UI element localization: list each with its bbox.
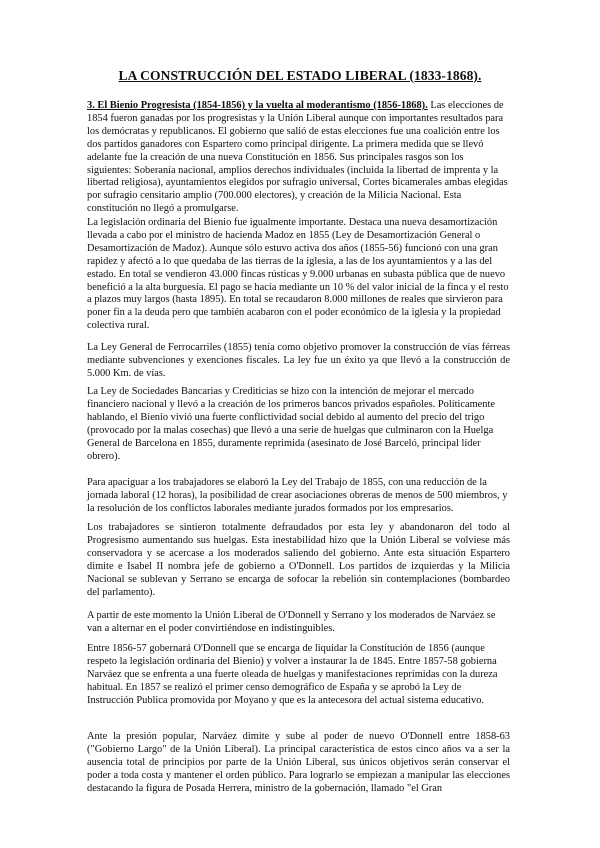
section-heading: 3. El Bienio Progresista (1854-1856) y la vuelta al moderantismo (1856-1868). xyxy=(87,100,428,111)
paragraph-6: Los trabajadores se sintieron totalmente defraudados por esta ley y abandonaron del todo al Progresismo aumentando sus huelgas. Esta inestabilidad hizo que la Unión Liberal se volviese más conservadora y se acercase a los moderados saliendo del gobierno. Ante esta situación Espartero dimite e Isabel II nombra jefe de gobierno a O'Donnell. Los partidos de izquierdas y la Milicia Nacional se sublevan y Serrano se encarga de sofocar la rebelión sin contemplaciones (bombardeo del parlamento). xyxy=(87,522,510,598)
page-title: LA CONSTRUCCIÓN DEL ESTADO LIBERAL (1833-1868). xyxy=(118,68,482,83)
paragraph-2: La legislación ordinaria del Bienio fue igualmente importante. Destaca una nueva desamortización llevada a cabo por el ministro de hacienda Madoz en 1855 (Ley de Desamortización General o Desamortización de Madoz). Aunque sólo estuvo activa dos años (1855-56) funcionó con una gran rapidez y afectó a lo que quedaba de las tierras de la iglesia, a las de los ayuntamientos y a las del estado. En total se vendieron 43.000 fincas rústicas y 9.000 urbanas en subasta pública que de nuevo benefició a la alta burguesía. El pago se hacía mediante un 10 % del valor inicial de la finca y el resto a plazos muy largos (hasta 1895). En total se recaudaron 8.000 millones de reales que sirvieron para poner fin a la deuda pero que también acabaron con el poder económico de la iglesia y la propiedad colectiva rural. xyxy=(87,217,509,332)
paragraph-4: La Ley de Sociedades Bancarias y Crediticias se hizo con la intención de mejorar el mercado financiero nacional y llevó a la creación de los primeros bancos privados españoles. Políticamente hablando, el Bienio vivió una fuerte conflictividad social debido al aumento del precio del trigo (provocado por la malas cosechas) que llevó a una serie de huelgas que culminaron con la Huelga General de Barcelona en 1855, duramente reprimida (asesinato de José Barceló, principal líder obrero). xyxy=(87,386,495,462)
paragraph-9: Ante la presión popular, Narváez dimite y sube al poder de nuevo O'Donnell entre 1858-63 ("Gobierno Largo" de la Unión Liberal). La principal característica de estos cinco años va a ser la ausencia total de principios por parte de la Unión Liberal, sus únicos objetivos serán conservar el poder a toda costa y mantener el orden público. Para lograrlo se empiezan a manipular las elecciones destacando la figura de Posada Herrera, ministro de la gobernación, llamado "el Gran xyxy=(87,731,510,794)
paragraph-5: Para apaciguar a los trabajadores se elaboró la Ley del Trabajo de 1855, con una reducción de la jornada laboral (12 horas), la posibilidad de crear asociaciones obreras de menos de 500 miembros, y la resolución de los conflictos laborales mediante jurados formados por los empresarios. xyxy=(87,477,508,514)
paragraph-7: A partir de este momento la Unión Liberal de O'Donnell y Serrano y los moderados de Narváez se van a alternar en el poder convirtiéndose en indistinguibles. xyxy=(87,610,496,634)
paragraph-1-text: Las elecciones de 1854 fueron ganadas por los progresistas y la Unión Liberal aunque con importantes resultados para los demócratas y republicanos. El gobierno que salió de estas elecciones fue una coalición entre los dos partidos ganadores con Espartero como principal dirigente. La primera medida que se llevó adelante fue la creación de una nueva Constitución en 1856. Sus principales rasgos son los siguientes: Soberanía nacional, amplios derechos individuales (incluida la libertad de imprenta y la libertad religiosa), ayuntamientos elegidos por sufragio universal, Cortes bicamerales ambas elegidas por sufragio censitario amplio (700.000 electores), y creación de la Milicia Nacional. Esta constitución no llegó a promulgarse. xyxy=(87,100,508,215)
paragraph-1 xyxy=(87,100,510,216)
paragraph-3: La Ley General de Ferrocarriles (1855) tenía como objetivo promover la construcción de vías férreas mediante subvenciones y exenciones fiscales. La ley fue un éxito ya que llevó a la construcción de 5.000 Km. de vías. xyxy=(87,342,510,379)
paragraph-8: Entre 1856-57 gobernará O'Donnell que se encarga de liquidar la Constitución de 1856 (aunque respeto la legislación ordinaria del Bienio) y volver a instaurar la de 1845. Entre 1857-58 gobierna Narváez que se enfrenta a una fuerte oleada de huelgas y manifestaciones reprimidas con la dureza habitual. En 1857 se realizó el primer censo demográfico de España y se aprobó la Ley de Instrucción Publica promovida por Moyano y que es la antecesora del actual sistema educativo. xyxy=(87,643,498,706)
